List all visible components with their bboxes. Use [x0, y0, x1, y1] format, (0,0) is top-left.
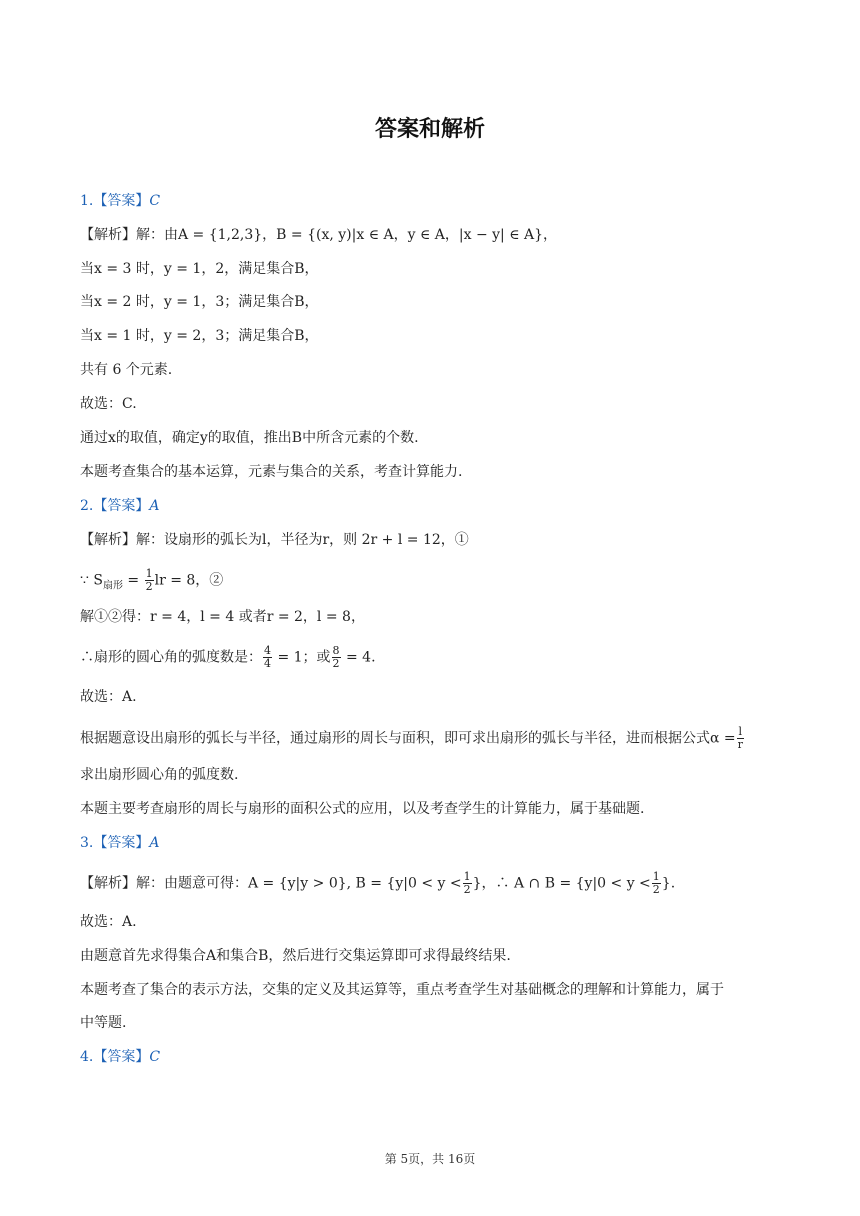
q3-answer-letter: A — [149, 835, 160, 851]
q2-line6-frac-num: l — [738, 725, 743, 738]
q2-line4-frac1-den: 4 — [264, 657, 271, 670]
q1-line-1: 【解析】解：由A = {1,2,3}，B = {(x, y)|x ∈ A，y ∈ A，|x − y| ∈ A}， — [80, 227, 558, 243]
q3-line1-prefix: 【解析】解：由题意可得：A = {y|y > 0}, B = {y|0 < y < — [80, 875, 462, 892]
q2-answer-prefix: 2.【答案】 — [80, 498, 150, 514]
q2-line6-frac-den: r — [737, 738, 743, 751]
q2-line2-suffix: lr = 8，② — [154, 572, 224, 589]
q2-line2-frac — [145, 568, 154, 593]
q2-line4-frac2-num: 8 — [332, 644, 340, 657]
q2-answer — [80, 496, 159, 516]
page-title: 答案和解析 — [374, 117, 485, 142]
q2-line4-mid: = 1；或 — [273, 649, 331, 666]
q1-answer-letter: C — [149, 193, 161, 209]
q2-line-5: 故选：A. — [80, 689, 137, 705]
q2-line4-frac2 — [332, 645, 341, 670]
q3-line1-frac2-den: 2 — [652, 883, 660, 896]
q3-answer — [80, 833, 159, 853]
q4-answer — [80, 1047, 160, 1067]
q3-line-3: 由题意首先求得集合A和集合B，然后进行交集运算即可求得最终结果. — [80, 948, 511, 964]
q1-answer — [80, 191, 160, 211]
q2-line2-sub: 扇形 — [102, 580, 123, 592]
q3-line-4: 本题考查了集合的表示方法，交集的定义及其运算等，重点考查学生对基础概念的理解和计算能力，属于 — [80, 982, 724, 998]
q2-line-6 — [80, 726, 745, 751]
q2-line-1: 【解析】解：设扇形的弧长为l，半径为r，则 2r + l = 12，① — [80, 532, 469, 548]
q2-line4-suffix: = 4. — [341, 649, 376, 666]
q3-line1-suffix: }. — [661, 875, 676, 892]
q1-line-7: 通过x的取值，确定y的取值，推出B中所含元素的个数. — [80, 430, 419, 446]
q3-line-2: 故选：A. — [80, 914, 137, 930]
q3-line-5: 中等题. — [80, 1015, 127, 1031]
q2-line4-frac1 — [263, 645, 272, 670]
q2-line2-frac-num: 1 — [145, 567, 153, 580]
q3-line1-frac2 — [652, 871, 661, 896]
q3-line1-frac1 — [463, 871, 472, 896]
q1-line-4: 当x = 1 时，y = 2，3；满足集合B， — [80, 328, 319, 344]
q1-line-5: 共有 6 个元素. — [80, 362, 173, 378]
q2-line2-mid: = — [122, 572, 144, 589]
q2-line6-prefix: 根据题意设出扇形的弧长与半径，通过扇形的周长与面积，即可求出扇形的弧长与半径，进而根据公式α = — [80, 730, 736, 747]
q2-line4-frac2-den: 2 — [332, 657, 340, 670]
q3-answer-prefix: 3.【答案】 — [80, 835, 150, 851]
q1-line-2: 当x = 3 时，y = 1，2，满足集合B， — [80, 261, 319, 277]
q4-answer-prefix: 4.【答案】 — [80, 1049, 150, 1065]
q1-line-6: 故选：C. — [80, 396, 137, 412]
q2-line6-frac — [737, 726, 744, 751]
q2-line-3: 解①②得：r = 4，l = 4 或者r = 2，l = 8， — [80, 609, 365, 625]
q2-line4-prefix: ∴扇形的圆心角的弧度数是： — [80, 649, 262, 666]
q1-line-8: 本题考查集合的基本运算，元素与集合的关系，考查计算能力. — [80, 464, 463, 480]
q3-line1-frac2-num: 1 — [652, 870, 660, 883]
q2-line-8: 本题主要考查扇形的周长与扇形的面积公式的应用，以及考查学生的计算能力，属于基础题. — [80, 801, 645, 817]
q2-line2-prefix: ∵ S — [80, 572, 103, 589]
q3-line1-frac1-den: 2 — [463, 883, 471, 896]
q2-line-7: 求出扇形圆心角的弧度数. — [80, 767, 239, 783]
q2-line2-frac-den: 2 — [145, 580, 153, 593]
q3-line1-frac1-num: 1 — [463, 870, 471, 883]
q4-answer-letter: C — [149, 1049, 161, 1065]
q3-line-1 — [80, 871, 675, 896]
q1-answer-prefix: 1.【答案】 — [80, 193, 150, 209]
q2-line4-frac1-num: 4 — [264, 644, 271, 657]
q2-line-2 — [80, 568, 223, 597]
q2-line-4 — [80, 645, 376, 670]
q3-line1-mid: }，∴ A ∩ B = {y|0 < y < — [472, 875, 651, 892]
q2-answer-letter: A — [149, 498, 160, 514]
q1-line-3: 当x = 2 时，y = 1，3；满足集合B， — [80, 294, 319, 310]
page-footer: 第 5页，共 16页 — [384, 1152, 476, 1166]
